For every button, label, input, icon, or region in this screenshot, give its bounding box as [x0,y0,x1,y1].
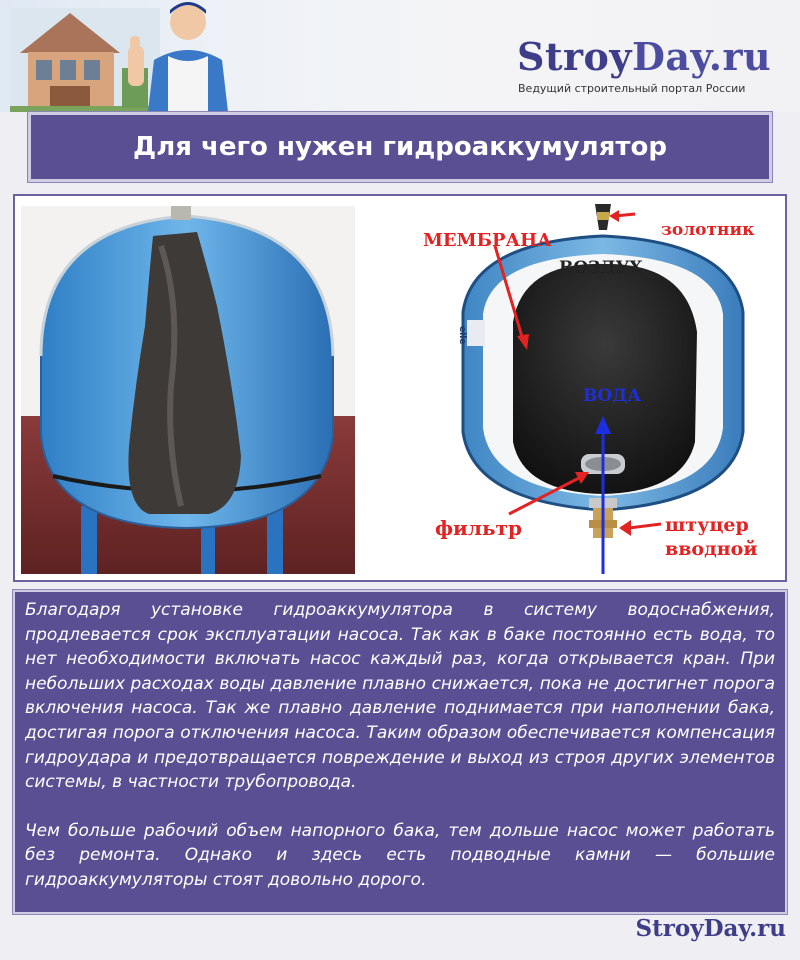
site-header [0,0,800,112]
title-bar [28,112,772,182]
label-membrane: МЕМБРАНА [423,230,552,251]
logo-part2: Day.ru [631,34,772,79]
label-fitting-line1: штуцер [665,514,749,536]
brand-mark: elle [457,326,467,345]
description-block [13,590,787,914]
image-panel [13,194,787,582]
label-fitting-line2: вводной [665,538,758,560]
logo-part1: Stroy [517,34,632,79]
page-title: Для чего нужен гидроаккумулятор [133,132,667,162]
worker-illustration [108,0,258,112]
label-water: ВОДА [583,386,642,406]
paragraph-1: Благодаря установке гидроаккумулятора в систему водоснабжения, продлевается срок эксплуатации насоса. Так как в баке постоянно есть вода, то нет необходимости включать насос каждый раз, когда открывается кран. При небольших расходах воды давление плавно снижается, пока не достигнет порога включения насоса. Так же плавно давление поднимается при наполнении бака, достигая порога отключения насоса. Таким образом обеспечивается компенсация гидроудара и предотвращается повреждение и выход из строя других элементов системы, в частности трубопровода. [25,600,775,793]
tank-diagram [403,202,783,580]
tank-photo [21,206,355,574]
footer-logo[interactable]: StroyDay.ru [635,915,786,942]
site-logo[interactable] [517,34,771,79]
label-valve: золотник [661,220,755,240]
label-filter: фильтр [435,516,522,540]
site-tagline: Ведущий строительный портал России [518,82,746,95]
label-air: ВОЗДУХ [559,258,643,278]
paragraph-2: Чем больше рабочий объем напорного бака, тем дольше насос может работать без ремонта. Однако и здесь есть подводные камни — большие гидроаккумуляторы стоят довольно дорого. [25,820,775,890]
